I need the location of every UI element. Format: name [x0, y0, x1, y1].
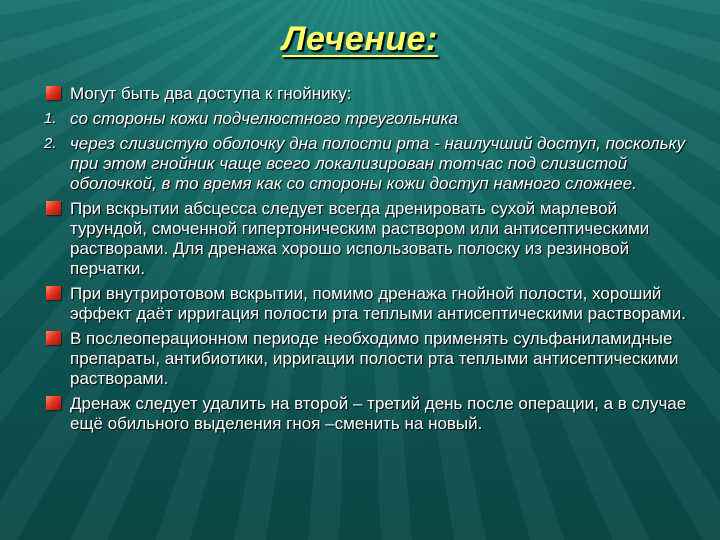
numbered-item: [44, 134, 694, 194]
red-square-bullet-icon: [46, 331, 61, 345]
bullet-item: [44, 199, 694, 279]
numbered-text: со стороны кожи подчелюстного треугольника: [70, 109, 459, 128]
bullet-item: [44, 284, 694, 324]
slide-title: Лечение:: [282, 20, 438, 58]
item-number: 1.: [44, 110, 57, 127]
slide-content: [44, 84, 694, 439]
numbered-text: через слизистую оболочку дна полости рта - наилучший доступ, поскольку при этом гнойник чаще всего локализирован тотчас под слизистой оболочкой, в то время как со стороны кожи доступ намного сложнее.: [70, 134, 686, 193]
red-square-bullet-icon: [46, 201, 61, 215]
bullet-text: При вскрытии абсцесса следует всегда дренировать сухой марлевой турундой, смоченной гипертоническим раствором или антисептическими растворами. Для дренажа хорошо использовать полоску из резиновой перчатки.: [70, 199, 650, 278]
red-square-bullet-icon: [46, 86, 61, 100]
numbered-item: [44, 109, 694, 129]
bullet-text: Могут быть два доступа к гнойнику:: [70, 84, 352, 103]
red-square-bullet-icon: [46, 286, 61, 300]
bullet-item: [44, 84, 694, 104]
bullet-text: Дренаж следует удалить на второй – третий день после операции, а в случае ещё обильного выделения гноя –сменить на новый.: [70, 394, 687, 433]
bullet-item: [44, 329, 694, 389]
bullet-text: При внутриротовом вскрытии, помимо дренажа гнойной полости, хороший эффект даёт ирригация полости рта теплыми антисептическими растворами.: [70, 284, 686, 323]
item-number: 2.: [44, 135, 57, 152]
bullet-item: [44, 394, 694, 434]
bullet-text: В послеоперационном периоде необходимо применять сульфаниламидные препараты, антибиотики, ирригации полости рта теплыми антисептическими растворами.: [70, 329, 679, 388]
red-square-bullet-icon: [46, 396, 61, 410]
